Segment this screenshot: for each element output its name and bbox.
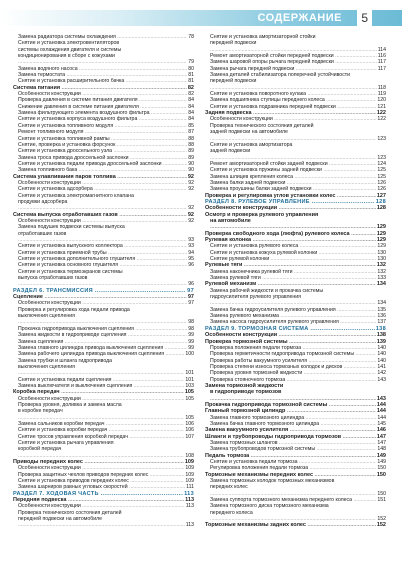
toc-entry-page: 132	[376, 262, 386, 269]
toc-entry-title: Снятие и установка амортизатора	[210, 141, 293, 148]
toc-entry-title: переднего колеса .....	[210, 510, 386, 523]
toc-entry-title: Проверка технического состояния деталей	[210, 122, 314, 129]
toc-entry-page: 149	[377, 459, 386, 466]
toc-entry-page: 79	[188, 59, 194, 66]
toc-entry-title: Замена подшипника ступицы переднего колеса .....	[210, 97, 386, 103]
toc-entry-page: 119	[377, 91, 386, 98]
toc-entry-title: Особенности конструкции .....	[205, 332, 386, 338]
toc-entry-page: 123	[377, 135, 386, 142]
toc-entry-title: продувки адсорбера .....	[18, 199, 194, 212]
toc-entry-title: Снятие тросов управления коробкой передач .....	[18, 434, 194, 440]
toc-entry-title: Проверка давления в системе питания двигателя .....	[18, 97, 194, 103]
toc-entry-title: Снятие и установка кожуха рулевой колонки .....	[210, 250, 386, 256]
toc-entry-title: Особенности конструкции .....	[205, 205, 386, 211]
toc-entry-title: задней подвески .....	[210, 148, 386, 161]
toc-entry-title: Проверка стояночного тормоза .....	[210, 377, 386, 383]
toc-entry-title: Снятие и установка педали сцепления .....	[18, 377, 194, 383]
toc-entry-title: Замена шлицев крепления колеса .....	[210, 174, 386, 180]
toc-entry-title: Проверка уровня тормозной жидкости .....	[210, 370, 386, 376]
toc-entry-title: Проверка степени износа тормозных колодок и дисков .....	[210, 364, 386, 370]
toc-entry-page: 100	[185, 351, 194, 358]
toc-entry-page: 98	[188, 325, 194, 332]
toc-entry-title: выключения сцепления .....	[18, 364, 194, 377]
toc-entry-page: 80	[188, 65, 194, 72]
toc-entry-page: 149	[376, 452, 386, 459]
toc-entry-page: 130	[377, 256, 386, 263]
toc-entry-title: Снятие и установка педали тормоза .....	[210, 459, 386, 465]
header-title: СОДЕРЖАНИЕ	[257, 12, 342, 24]
toc-entry-page: 96	[188, 262, 194, 269]
toc-entry-page: 103	[185, 382, 194, 389]
toc-entry-title: Система питания .....	[13, 85, 194, 91]
toc-entry-page: 81	[188, 72, 194, 79]
toc-entry-title: Система выпуска отработавших газов .....	[13, 212, 194, 218]
toc-entry-page: 92	[188, 179, 194, 186]
toc-entry-page: 141	[377, 363, 386, 370]
toc-entry-page: 142	[377, 370, 386, 377]
toc-entry-title: Особенности конструкции .....	[18, 180, 194, 186]
toc-entry-title: Снятие и установка топливной рампы .....	[18, 136, 194, 142]
toc-entry-title: Проверка и регулировка хода педали привода	[18, 306, 130, 313]
toc-entry-page: 92	[188, 186, 194, 193]
toc-entry-title: Снятие и установка рулевого колеса .....	[210, 243, 386, 249]
toc-entry-page: 97	[187, 294, 194, 301]
toc-entry-title: Замена рычага передней подвески .....	[210, 66, 386, 72]
toc-entry	[205, 129, 386, 142]
toc-entry-page: 136	[377, 313, 386, 320]
toc-entry-title: Замена трубопроводов тормозной системы .....	[210, 446, 386, 452]
toc-entry-title: Снятие и установка подрамника передней подвески .....	[210, 104, 386, 110]
toc-entry-title: Замена тормозных шлангов .....	[210, 440, 386, 446]
toc-entry-title: Сцепление .....	[13, 294, 194, 300]
toc-entry	[13, 53, 194, 66]
toc-entry-title: Замена главного тормозного цилиндра .....	[210, 415, 386, 421]
toc-entry-title: Проверка тормозной системы .....	[205, 339, 386, 345]
toc-entry-page: 129	[376, 224, 386, 231]
toc-entry-page: 128	[375, 198, 386, 205]
toc-entry-page: 111	[186, 484, 194, 491]
toc-entry-page: 90	[188, 160, 194, 167]
toc-entry-page: 121	[377, 103, 386, 110]
toc-entry	[13, 364, 194, 377]
toc-entry-title: Проверка защитных чехлов приводов передних колес .....	[18, 472, 194, 478]
toc-entry	[205, 484, 386, 497]
toc-entry-title: Замена рабочей жидкости и прокачка системы	[210, 287, 324, 294]
toc-entry-title: Снятие и установка приводов передних колес .....	[18, 478, 194, 484]
toc-entry-title: Проверка свободного хода (люфта) рулевого колеса .....	[205, 231, 386, 237]
toc-entry-page: 151	[377, 497, 386, 504]
toc-entry-title: Замена выключателя и выключения сцепления .....	[18, 383, 194, 389]
toc-entry-page: 84	[188, 97, 194, 104]
toc-entry-title: Система улавливания паров топлива .....	[13, 174, 194, 180]
toc-entry	[205, 294, 386, 307]
toc-entry-page: 138	[376, 332, 386, 339]
toc-entry	[205, 40, 386, 53]
toc-entry-title: Замена радиатора системы охлаждения .....	[18, 34, 194, 40]
toc-entry-title: Проверка и регулировка углов установки колес .....	[205, 193, 386, 199]
toc-entry-title: Снятие и установка основного глушителя .....	[18, 262, 194, 268]
toc-entry-title: Снятие, проверка и установка форсунок .....	[18, 142, 194, 148]
toc-entry-page: 117	[377, 59, 386, 66]
toc-entry-title: Снятие и установка электровентиляторов	[18, 40, 120, 47]
toc-entry-page: 92	[187, 173, 194, 180]
toc-entry-page: 130	[377, 249, 386, 256]
toc-entry-page: 144	[376, 408, 386, 415]
toc-left-column	[13, 34, 194, 529]
toc-entry-page: 99	[188, 338, 194, 345]
toc-entry-title: передних колес .....	[210, 484, 386, 497]
toc-entry-page: 116	[377, 53, 386, 60]
toc-entry-page: 127	[376, 192, 386, 199]
toc-entry-title: РАЗДЕЛ 7. ХОДОВАЯ ЧАСТЬ .....	[13, 491, 194, 497]
toc-entry-page: 106	[185, 427, 194, 434]
toc-entry-page: 118	[377, 84, 386, 91]
toc-entry-page: 133	[377, 275, 386, 282]
toc-entry-title: выключения сцепления .....	[18, 313, 194, 326]
toc-entry-title: Проверка положения педали тормоза .....	[210, 345, 386, 351]
toc-entry-title: Замена бачка главного тормозного цилиндра .....	[210, 421, 386, 427]
toc-entry-title: Замена суппорта тормозного механизма переднего колеса .....	[210, 497, 386, 503]
toc-entry-page: 84	[188, 103, 194, 110]
toc-entry-page: 93	[188, 237, 194, 243]
toc-entry-page: 147	[376, 433, 386, 440]
toc-entry-page: 140	[377, 344, 386, 351]
toc-entry-title: Замена наконечника рулевой тяги .....	[210, 269, 386, 275]
toc-entry-title: Снятие и установка термоэкранов системы	[18, 268, 123, 275]
toc-entry-page: 99	[188, 344, 194, 351]
toc-entry-title: в гидроприводе тормозов .....	[210, 389, 386, 402]
toc-entry-title: Замена тормозного диска тормозного механизма	[210, 503, 329, 510]
toc-entry-page: 152	[376, 522, 386, 529]
toc-entry	[205, 148, 386, 161]
toc-entry-title: Снятие и установка выпускного коллектора .....	[18, 243, 194, 249]
toc-entry-page: 94	[188, 249, 194, 256]
toc-entry-page: 124	[377, 160, 386, 167]
toc-entry-title: Педаль тормоза .....	[205, 453, 386, 459]
toc-entry-title: Особенности конструкции .....	[18, 91, 194, 97]
toc-entry-title: Замена шарниров равных угловых скоростей .....	[18, 484, 194, 490]
toc-entry	[205, 510, 386, 523]
toc-entry-page: 129	[377, 243, 386, 250]
toc-entry-title: Задняя подвеска .....	[205, 110, 386, 116]
toc-entry-page: 93	[188, 243, 194, 250]
toc-entry-title: Ремонт амортизаторной стойки задней подвески .....	[210, 161, 386, 167]
toc-entry-title: Снятие и установка расширительного бачка .....	[18, 78, 194, 84]
toc-entry-page: 143	[377, 376, 386, 383]
toc-entry-title: Замена троса привода дроссельной заслонки .....	[18, 155, 194, 161]
toc-entry-page: 114	[377, 46, 386, 53]
toc-entry-title: Замена тормозных колодок тормозных механизмов	[210, 478, 335, 485]
toc-entry-title: Особенности конструкции .....	[18, 396, 194, 402]
toc-entry-title: Замена рулевого механизма .....	[210, 313, 386, 319]
toc-entry-page: 98	[188, 319, 194, 326]
toc-entry-title: Замена топливного бака .....	[18, 167, 194, 173]
toc-entry-title: передней подвески .....	[210, 78, 386, 91]
toc-entry-page: 105	[185, 414, 194, 421]
toc-entry-page: 101	[185, 370, 194, 377]
toc-entry-title: Снижение давления в системе питания двигателя .....	[18, 104, 194, 110]
toc-entry-page: 109	[185, 478, 194, 485]
toc-entry-page: 137	[377, 319, 386, 326]
toc-entry-title: Снятие и установка топливного модуля .....	[18, 123, 194, 129]
toc-entry-page: 135	[377, 306, 386, 313]
toc-entry-page: 82	[187, 84, 194, 91]
toc-entry-page: 109	[185, 465, 194, 472]
toc-entry	[13, 199, 194, 212]
toc-entry-title: Осмотр и проверка рулевого управления	[205, 211, 319, 218]
toc-entry-title: Замена фильтрующего элемента воздушного фильтра .....	[18, 110, 194, 116]
toc-entry-page: 150	[377, 465, 386, 472]
toc-entry-title: Прокачка гидропривода тормозной системы .....	[205, 402, 386, 408]
toc-entry-page: 107	[185, 433, 194, 440]
toc-entry-title: Замена сальников коробки передач .....	[18, 421, 194, 427]
toc-entry-title: Снятие и установка педали привода дроссельной заслонки .....	[18, 161, 194, 167]
toc-entry-page: 129	[376, 230, 386, 237]
toc-entry-page: 128	[376, 205, 386, 212]
toc-entry-title: Снятие и установка приемной трубы .....	[18, 250, 194, 256]
toc-entry-title: Шланги и трубопроводы гидропривода тормозов .....	[205, 434, 386, 440]
toc-entry-page: 132	[377, 268, 386, 275]
toc-entry-title: Снятие и установка корпуса воздушного фильтра .....	[18, 116, 194, 122]
toc-entry-title: Замена проушины балки задней подвески .....	[210, 186, 386, 192]
toc-entry-title: Рулевой механизм .....	[205, 281, 386, 287]
toc-entry-page: 152	[377, 516, 386, 523]
toc-entry	[13, 408, 194, 421]
toc-entry-title: Замена главного цилиндра привода выключения сцепления .....	[18, 345, 194, 351]
toc-entry-page: 109	[185, 471, 194, 478]
toc-entry-title: Снятие и установка дополнительного глушителя .....	[18, 256, 194, 262]
toc-entry-title: Особенности конструкции .....	[18, 218, 194, 224]
toc-entry-title: Главный тормозной цилиндр .....	[205, 408, 386, 414]
toc-entry-page: 125	[377, 167, 386, 174]
toc-entry	[205, 218, 386, 231]
toc-entry-page: 109	[184, 459, 194, 466]
toc-entry-page: 140	[377, 357, 386, 364]
toc-entry-title: РАЗДЕЛ 8. РУЛЕВОЕ УПРАВЛЕНИЕ .....	[205, 199, 386, 205]
toc-entry-title: Снятие и установка поворотного кулака .....	[210, 91, 386, 97]
toc-entry-title: Снятие и установка адсорбера .....	[18, 186, 194, 192]
toc-entry-title: Замена рабочего цилиндра привода выключения сцепления .....	[18, 351, 194, 357]
toc-entry-title: Передняя подвеска .....	[13, 497, 194, 503]
toc-entry-page: 92	[188, 205, 194, 212]
toc-entry-page: 129	[376, 237, 386, 243]
toc-entry-title: Замена балки задней подвески .....	[210, 180, 386, 186]
toc-entry-title: Замена вакуумного усилителя .....	[205, 427, 386, 433]
page-number: 5	[357, 9, 372, 27]
toc-entry-page: 84	[188, 116, 194, 123]
toc-entry-title: передней подвески на автомобиле .....	[18, 516, 194, 529]
toc-entry-title: Ремонт топливного модуля .....	[18, 129, 194, 135]
toc-entry-title: Рулевые тяги .....	[205, 262, 386, 268]
toc-entry-page: 97	[187, 287, 194, 294]
toc-entry-page: 125	[377, 173, 386, 180]
toc-entry-title: Снятие и установка рычага управления	[18, 440, 114, 446]
toc-entry-page: 123	[377, 154, 386, 161]
toc-entry-title: Замена трубки и шланга гидропривода	[18, 357, 113, 364]
toc-entry	[205, 389, 386, 402]
toc-entry	[13, 446, 194, 459]
toc-entry-page: 106	[185, 420, 194, 427]
toc-entry-page: 117	[377, 65, 386, 72]
toc-entry-title: Тормозные механизмы задних колес .....	[205, 522, 386, 528]
toc-entry-title: Особенности конструкции .....	[18, 465, 194, 471]
toc-entry-page: 144	[376, 401, 386, 408]
toc-entry-page: 139	[376, 338, 386, 345]
toc-entry-title: Снятие рулевой колонки .....	[210, 256, 386, 262]
toc-entry-title: системы охлаждения двигателя и системы	[18, 46, 122, 53]
toc-entry-title: коробкой передач .....	[18, 446, 194, 459]
toc-entry-title: Проверка уровня, доливка и замена масла	[18, 401, 122, 408]
toc-entry-title: Снятие и установка электромагнитного клапана	[18, 192, 134, 199]
toc-entry-page: 101	[185, 376, 194, 383]
toc-entry-title: кондиционирования в сборе с кожухами .....	[18, 53, 194, 66]
toc-entry-title: Замена тормозной жидкости	[205, 382, 284, 389]
toc-entry	[13, 516, 194, 529]
toc-entry-title: Проверка герметичности гидропривода тормозной системы .....	[210, 351, 386, 357]
toc-entry-page: 92	[187, 211, 194, 218]
toc-entry-title: Особенности конструкции .....	[18, 503, 194, 509]
toc-entry-title: Регулировка положения педали тормоза .....	[210, 465, 386, 471]
toc-entry-title: отработавших газов .....	[18, 231, 194, 244]
toc-entry-page: 97	[188, 300, 194, 307]
toc-entry-page: 96	[188, 281, 194, 288]
toc-entry-title: задней подвески на автомобиле .....	[210, 129, 386, 142]
toc-entry-page: 88	[188, 135, 194, 142]
toc-entry-page: 144	[377, 414, 386, 421]
toc-entry	[205, 522, 386, 528]
toc-entry-title: Прокачка гидропривода выключения сцепления .....	[18, 326, 194, 332]
toc-entry-title: Замена насоса гидроусилителя рулевого управления .....	[210, 319, 386, 325]
toc-entry-page: 145	[377, 420, 386, 427]
toc-entry-title: Замена водяного насоса .....	[18, 66, 194, 72]
toc-entry-page: 146	[376, 427, 386, 434]
toc-entry-page: 122	[377, 116, 386, 123]
toc-entry	[13, 313, 194, 326]
toc-entry-page: 105	[184, 389, 194, 396]
toc-entry-page: 148	[377, 446, 386, 453]
toc-entry-page: 113	[185, 503, 194, 510]
toc-entry-title: Тормозные механизмы передних колес .....	[205, 472, 386, 478]
toc-entry-page: 147	[377, 440, 386, 446]
toc-entry-title: на автомобиле .....	[210, 218, 386, 231]
toc-entry-page: 143	[376, 395, 386, 402]
toc-entry-title: гидроусилителя рулевого управления .....	[210, 294, 386, 307]
toc-entry-title: в коробке передач .....	[18, 408, 194, 421]
toc-entry-page: 89	[188, 154, 194, 161]
toc-entry-title: Замена рулевой тяги .....	[210, 275, 386, 281]
toc-entry-title: Ремонт амортизаторной стойки передней подвески .....	[210, 53, 386, 59]
toc-entry	[13, 231, 194, 244]
toc-entry	[205, 78, 386, 91]
toc-entry-title: Проверка технического состояния деталей	[18, 509, 122, 516]
toc-entry-title: РАЗДЕЛ 6. ТРАНСМИССИЯ .....	[13, 288, 194, 294]
toc-entry-page: 122	[376, 110, 386, 117]
toc-entry-page: 150	[376, 471, 386, 478]
toc-entry-page: 82	[188, 91, 194, 98]
toc-entry-title: Приводы передних колес .....	[13, 459, 194, 465]
toc-entry-page: 134	[377, 300, 386, 307]
toc-entry-title: Снятие и установка коробки передач .....	[18, 427, 194, 433]
toc-entry-title: Замена шаровой опоры рычага передней подвески .....	[210, 59, 386, 65]
toc-entry-page: 108	[185, 452, 194, 459]
toc-entry-title: Замена подушек подвески системы выпуска	[18, 224, 125, 231]
toc-entry-page: 95	[188, 256, 194, 263]
toc-entry-page: 88	[188, 141, 194, 148]
toc-right-column	[205, 34, 386, 529]
toc-entry-page: 81	[188, 78, 194, 85]
toc-entry-page: 113	[185, 522, 194, 529]
toc-entry-title: Замена бачка гидроусилителя рулевого управления .....	[210, 307, 386, 313]
toc-entry-page: 78	[188, 34, 194, 40]
toc-entry-page: 134	[376, 281, 386, 288]
toc-entry	[13, 275, 194, 288]
toc-entry-page: 89	[188, 148, 194, 155]
toc-entry-title: Замена термостата .....	[18, 72, 194, 78]
toc-entry-title: Замена сцепления .....	[18, 339, 194, 345]
toc-entry-title: Особенности конструкции .....	[18, 300, 194, 306]
toc-entry-page: 113	[184, 490, 194, 497]
toc-entry-page: 90	[188, 167, 194, 174]
toc-entry-page: 126	[377, 186, 386, 193]
toc-entry-title: РАЗДЕЛ 9. ТОРМОЗНАЯ СИСТЕМА .....	[205, 326, 386, 332]
toc-entry-page: 85	[188, 122, 194, 129]
toc-entry-page: 113	[185, 497, 194, 504]
toc-entry-title: Снятие и установка пружины задней подвески .....	[210, 167, 386, 173]
toc-entry-page: 105	[185, 395, 194, 402]
toc-entry-title: Проверка работы вакуумного усилителя .....	[210, 358, 386, 364]
toc-entry-page: 92	[188, 217, 194, 224]
toc-entry-page: 140	[377, 351, 386, 358]
toc-entry-page: 126	[377, 179, 386, 186]
toc-entry-page: 138	[375, 325, 386, 332]
toc-entry-title: Замена деталей стабилизатора поперечной устойчивости	[210, 72, 351, 79]
toc-entry-title: передней подвески .....	[210, 40, 386, 53]
toc-entry-page: 84	[188, 110, 194, 117]
toc-entry-title: Замена жидкости в гидроприводе сцепления .....	[18, 332, 194, 338]
toc-entry-title: Снятие и установка дроссельного узла .....	[18, 148, 194, 154]
toc-entry-page: 87	[188, 129, 194, 136]
toc-entry-page: 120	[377, 97, 386, 104]
toc-entry-page: 150	[377, 490, 386, 497]
toc-entry-title: Снятие и установка амортизаторной стойки	[210, 34, 316, 40]
toc-entry-title: Коробка передач .....	[13, 389, 194, 395]
toc-entry-title: Особенности конструкции .....	[210, 116, 386, 122]
toc-entry-title: Рулевая колонка .....	[205, 237, 386, 243]
toc-entry-page: 99	[188, 332, 194, 339]
toc-entry-title: выпуска отработавших газов .....	[18, 275, 194, 288]
